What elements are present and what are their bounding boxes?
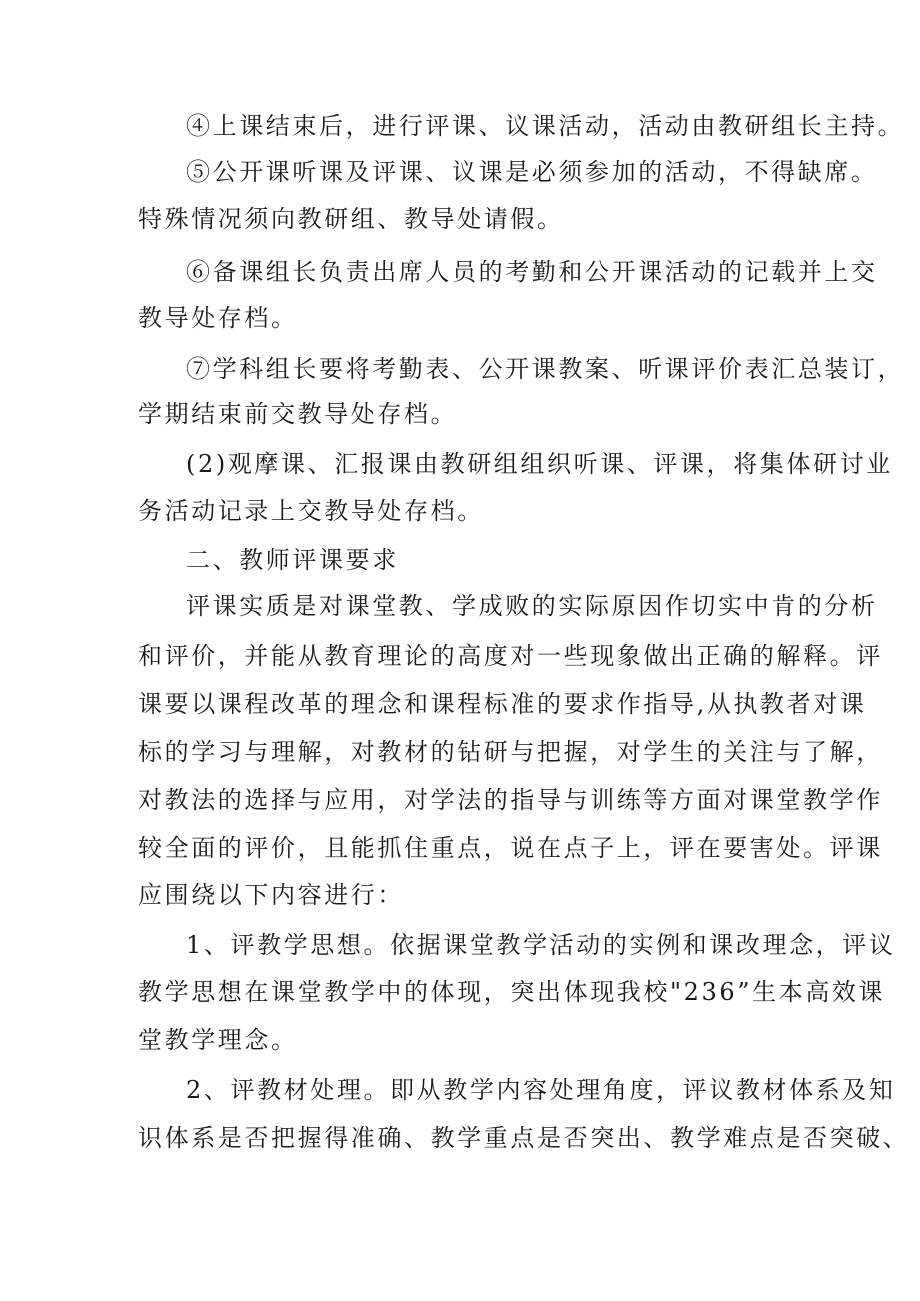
text-line-21: 2、评教材处理。即从教学内容处理角度，评议教材体系及知 <box>186 1076 896 1104</box>
text-line-11: 评课实质是对课堂教、学成败的实际原因作切实中肯的分析 <box>186 592 878 620</box>
text-line-14: 标的学习与理解，对教材的钻研与把握，对学生的关注与了解， <box>138 738 883 766</box>
text-line-9: 务活动记录上交教导处存档。 <box>138 497 484 525</box>
text-line-1: ④上课结束后，进行评课、议课活动，活动由教研组长主持。 <box>186 112 905 140</box>
text-line-6: ⑦学科组长要将考勤表、公开课教案、听课评价表汇总装订， <box>186 355 905 383</box>
text-line-13: 课要以课程改革的理念和课程标准的要求作指导,从执教者对课 <box>138 690 867 718</box>
text-line-19: 教学思想在课堂教学中的体现，突出体现我校"236”生本高效课 <box>138 978 886 1006</box>
text-line-5: 教导处存档。 <box>138 304 298 332</box>
text-line-22: 识体系是否把握得准确、教学重点是否突出、教学难点是否突破、 <box>138 1124 910 1152</box>
text-line-15: 对教法的选择与应用，对学法的指导与训练等方面对课堂教学作 <box>138 786 883 814</box>
text-line-20: 堂教学理念。 <box>138 1026 298 1054</box>
text-line-18: 1、评教学思想。依据课堂教学活动的实例和课改理念，评议 <box>186 931 896 959</box>
text-line-3: 特殊情况须向教研组、教导处请假。 <box>138 205 564 233</box>
section-heading: 二、教师评课要求 <box>186 546 399 574</box>
text-line-7: 学期结束前交教导处存档。 <box>138 400 458 428</box>
text-line-17: 应围绕以下内容进行： <box>138 881 404 909</box>
text-line-16: 较全面的评价，且能抓住重点，说在点子上，评在要害处。评课 <box>138 834 883 862</box>
text-line-8: (2)观摩课、汇报课由教研组组织听课、评课，将集体研讨业 <box>186 450 893 478</box>
text-line-12: 和评价，并能从教育理论的高度对一些现象做出正确的解释。评 <box>138 642 883 670</box>
text-line-2: ⑤公开课听课及评课、议课是必须参加的活动，不得缺席。 <box>186 158 878 186</box>
text-line-4: ⑥备课组长负责出席人员的考勤和公开课活动的记载并上交 <box>186 258 878 286</box>
